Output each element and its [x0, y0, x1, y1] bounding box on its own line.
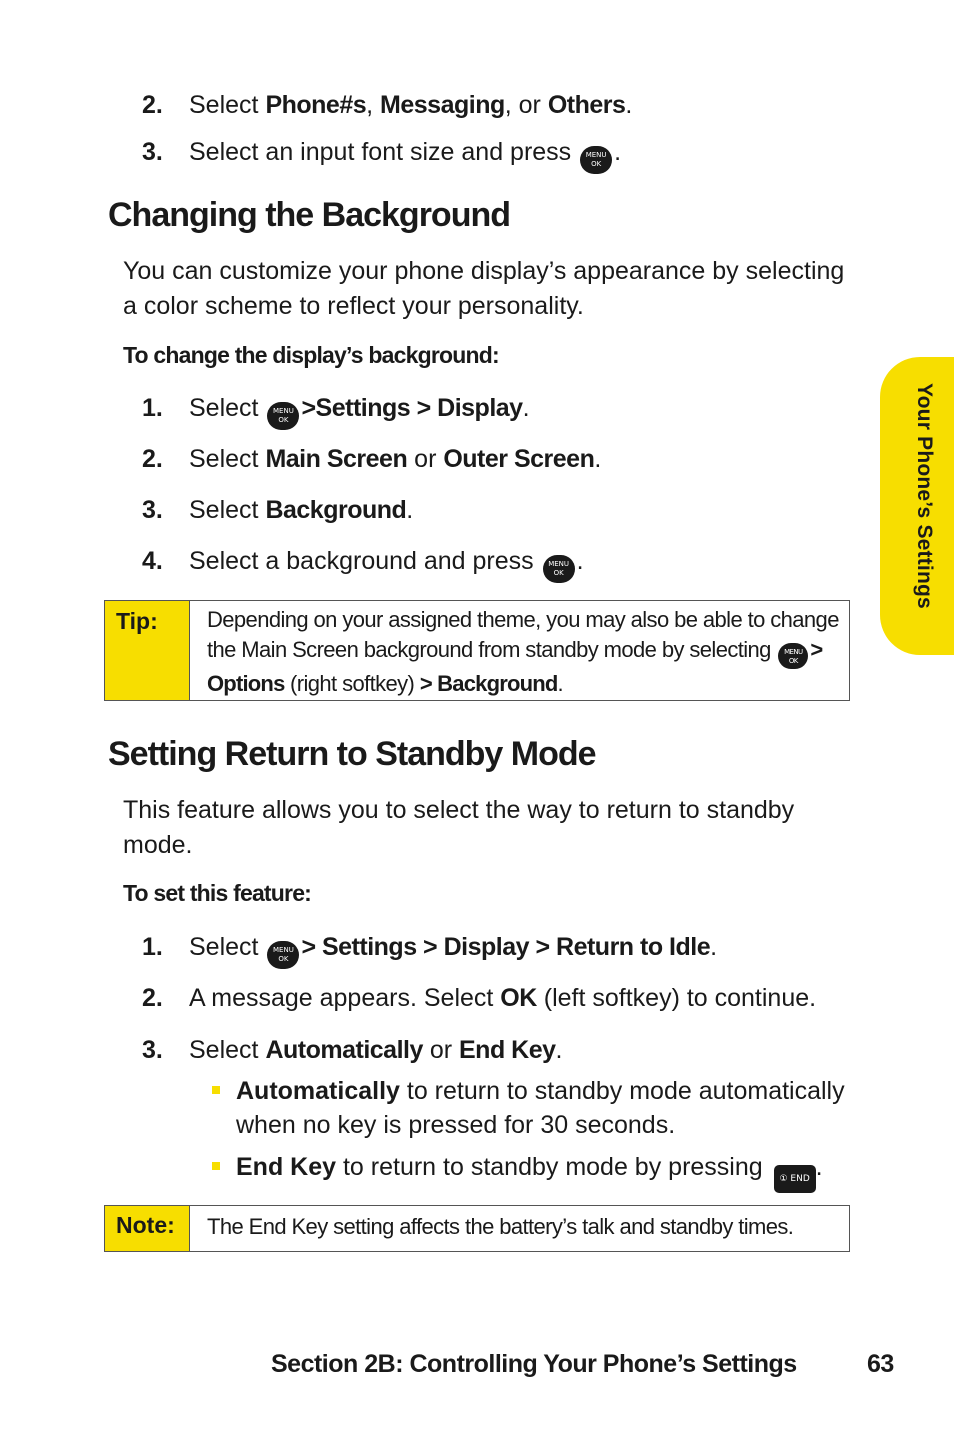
menu-ok-key-icon — [267, 402, 299, 430]
punctuation: . — [815, 1153, 823, 1181]
standby-step-2 — [142, 983, 816, 1013]
step-text: A message appears. Select — [189, 984, 501, 1012]
step-number: 3. — [142, 496, 163, 524]
background-subheading: To change the display’s background: — [123, 342, 499, 368]
option-ok: OK — [500, 984, 537, 1012]
note-box — [104, 1205, 850, 1252]
punctuation: . — [555, 1036, 563, 1064]
standby-step-1 — [142, 932, 717, 969]
bullet-marker — [212, 1162, 220, 1170]
side-tab-label: Your Phone’s Settings — [913, 383, 936, 609]
page-number: 63 — [867, 1350, 894, 1378]
standby-intro: This feature allows you to select the way to return to standby mode. — [123, 796, 795, 859]
punctuation: . — [557, 671, 564, 696]
menu-path-options: > Options — [207, 637, 823, 696]
background-step-1 — [142, 393, 530, 430]
tip-text — [190, 601, 849, 700]
menu-ok-key-icon — [580, 146, 612, 174]
menu-ok-key-icon — [543, 555, 575, 583]
option-background: Background — [265, 496, 407, 524]
separator: , or — [504, 91, 548, 119]
key-label-top: MENU — [548, 560, 570, 568]
tip-body: Depending on your assigned theme, you may also be able to change the Main Screen background from standby mode by selecting — [207, 607, 839, 662]
bullet-term: End Key — [236, 1153, 337, 1181]
standby-subheading: To set this feature: — [123, 880, 312, 906]
step-text: Select — [189, 933, 266, 961]
punctuation: . — [406, 496, 414, 524]
option-others: Others — [547, 91, 626, 119]
punctuation: . — [614, 138, 622, 166]
option-outer-screen: Outer Screen — [443, 445, 595, 473]
step-3-font-size — [142, 137, 621, 174]
menu-ok-key-icon — [778, 643, 808, 669]
option-phone-numbers: Phone#s — [265, 91, 367, 119]
key-label-bottom: OK — [591, 160, 602, 168]
key-label-top: MENU — [273, 407, 294, 415]
bullet-marker — [212, 1086, 220, 1094]
step-number: 2. — [142, 984, 163, 1012]
tip-box — [104, 600, 850, 701]
background-step-2 — [142, 444, 601, 474]
section-heading-standby: Setting Return to Standby Mode — [108, 735, 596, 773]
side-tab — [880, 357, 954, 655]
step-number: 2. — [142, 445, 163, 473]
end-key-icon: ① END — [774, 1165, 816, 1193]
step-text: Select — [189, 496, 266, 524]
section-heading-background: Changing the Background — [108, 196, 510, 234]
punctuation: . — [576, 547, 584, 575]
bullet-text: to return to standby mode by pressing — [336, 1153, 770, 1181]
punctuation: . — [594, 445, 602, 473]
punctuation: . — [522, 394, 530, 422]
separator: , — [366, 91, 381, 119]
step-text: Select an input font size and press — [189, 138, 579, 166]
step-text: Select a background and press — [189, 547, 541, 575]
bullet-term: Automatically — [236, 1077, 400, 1105]
step-text: Select — [189, 1036, 266, 1064]
key-label-bottom: OK — [278, 955, 289, 963]
step-number: 2. — [142, 91, 163, 119]
tip-label: Tip: — [105, 601, 190, 700]
bullet-end-key — [212, 1150, 862, 1193]
step-2-font-category — [142, 90, 632, 120]
key-label-top: MENU — [585, 151, 607, 159]
option-messaging: Messaging — [380, 91, 505, 119]
punctuation: . — [710, 933, 718, 961]
step-number: 1. — [142, 933, 163, 961]
step-number: 3. — [142, 1036, 163, 1064]
note-text: The End Key setting affects the battery’s talk and standby times. — [207, 1214, 794, 1239]
step-text: Select — [189, 394, 266, 422]
key-label-bottom: OK — [788, 657, 798, 665]
option-automatically: Automatically — [265, 1036, 423, 1064]
bullet-automatically — [212, 1074, 862, 1142]
step-number: 1. — [142, 394, 163, 422]
background-intro: You can customize your phone display’s appearance by selecting a color scheme to reflect your personality. — [123, 257, 845, 320]
standby-step-3 — [142, 1035, 562, 1065]
step-number: 4. — [142, 547, 163, 575]
background-step-4 — [142, 546, 584, 583]
menu-path: > Settings > Display > Return to Idle — [301, 933, 711, 961]
key-label-top: MENU — [784, 648, 803, 656]
menu-path: >Settings > Display — [301, 394, 523, 422]
bullet-text: to return to standby mode automatically when no key is pressed for 30 seconds. — [236, 1077, 845, 1139]
key-label-top: MENU — [273, 946, 294, 954]
step-text: or — [407, 445, 444, 473]
footer-section-title: Section 2B: Controlling Your Phone’s Settings — [271, 1350, 797, 1378]
option-end-key: End Key — [459, 1036, 556, 1064]
option-main-screen: Main Screen — [265, 445, 408, 473]
note-label: Note: — [105, 1206, 190, 1251]
key-label-bottom: OK — [278, 416, 289, 424]
step-number: 3. — [142, 138, 163, 166]
menu-path-background: > Background — [419, 671, 558, 696]
punctuation: . — [625, 91, 633, 119]
step-text: Select — [189, 445, 266, 473]
key-label-bottom: OK — [553, 569, 564, 577]
tip-body: (right softkey) — [284, 671, 420, 696]
step-text: Select — [189, 91, 266, 119]
step-text: or — [422, 1036, 459, 1064]
background-step-3 — [142, 495, 413, 525]
step-text: (left softkey) to continue. — [536, 984, 817, 1012]
menu-ok-key-icon — [267, 941, 299, 969]
